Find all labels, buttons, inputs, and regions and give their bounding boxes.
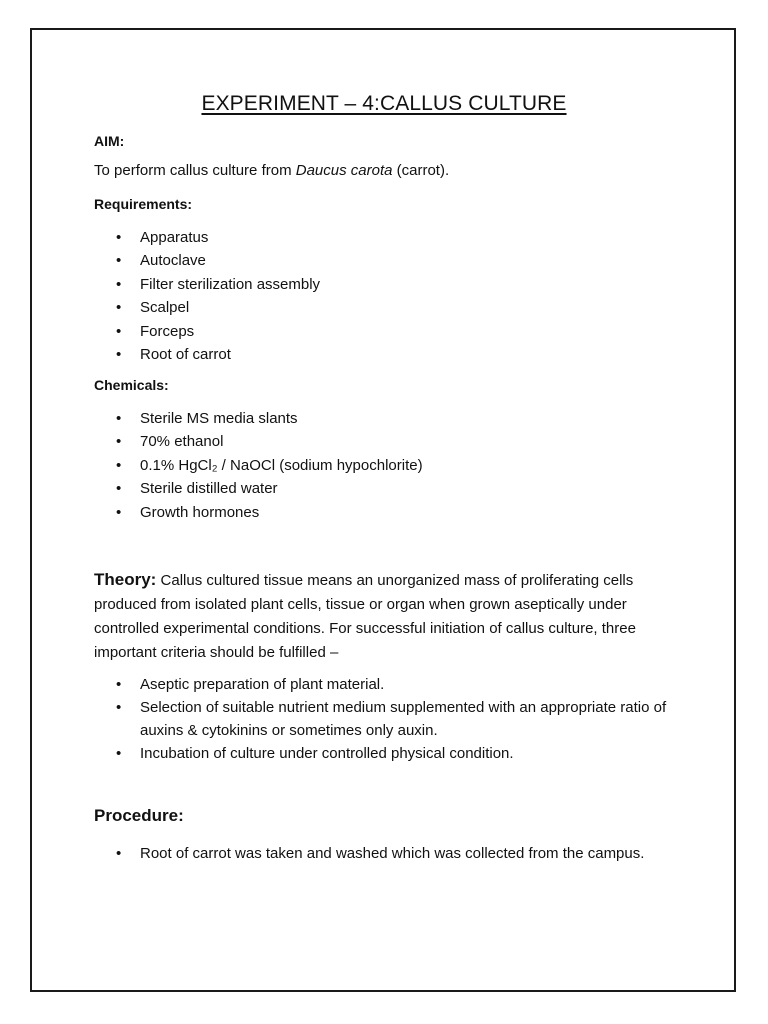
bullet-icon: • <box>116 480 122 498</box>
procedure-label: Procedure: <box>94 806 184 825</box>
chemicals-label: Chemicals: <box>94 377 169 393</box>
list-item: • 70% ethanol <box>94 430 423 453</box>
bullet-icon: • <box>116 676 122 693</box>
document-title: EXPERIMENT – 4:CALLUS CULTURE <box>201 92 567 115</box>
list-item: • Autoclave <box>94 249 320 272</box>
list-item: • Root of carrot <box>94 343 320 366</box>
theory-criteria-list <box>94 673 680 765</box>
bullet-icon: • <box>116 745 122 762</box>
aim-text <box>94 162 449 179</box>
list-item: • 0.1% HgCl₂ / NaOCl (sodium hypochlorite) <box>94 454 423 477</box>
list-item: • Sterile distilled water <box>94 477 423 500</box>
list-item: • Incubation of culture under controlled physical condition. <box>94 742 680 765</box>
bullet-icon: • <box>116 699 122 716</box>
procedure-list <box>94 842 680 865</box>
aim-text-before: To perform callus culture from <box>94 162 296 179</box>
bullet-icon: • <box>116 252 122 270</box>
requirements-label: Requirements: <box>94 196 193 212</box>
list-item: • Sterile MS media slants <box>94 407 423 430</box>
list-item: • Root of carrot was taken and washed which was collected from the campus. <box>94 842 680 865</box>
aim-label: AIM: <box>94 133 125 149</box>
list-item: • Aseptic preparation of plant material. <box>94 673 680 696</box>
bullet-icon: • <box>116 503 122 521</box>
chemicals-list <box>94 407 423 524</box>
aim-species: Daucus carota <box>295 162 393 179</box>
list-item: • Selection of suitable nutrient medium supplemented with an appropriate ratio of auxins & cytokinins or sometimes only auxin. <box>94 696 680 742</box>
list-item: • Scalpel <box>94 296 320 319</box>
requirements-list <box>94 226 320 366</box>
list-item: • Apparatus <box>94 226 320 249</box>
list-item: • Forceps <box>94 320 320 343</box>
bullet-icon: • <box>116 345 122 363</box>
list-item: • Growth hormones <box>94 501 423 524</box>
bullet-icon: • <box>116 456 122 474</box>
bullet-icon: • <box>116 433 122 451</box>
bullet-icon: • <box>116 299 122 317</box>
list-item: • Filter sterilization assembly <box>94 273 320 296</box>
theory-text: Callus cultured tissue means an unorganized mass of proliferating cells produced from isolated plant cells, tissue or organ when grown aseptically under controlled experimental conditions. For successful initiation of callus culture, three important criteria should be fulfilled – <box>94 572 636 661</box>
aim-text-after: (carrot). <box>392 162 450 179</box>
bullet-icon: • <box>116 322 122 340</box>
theory-label: Theory: <box>94 570 157 589</box>
bullet-icon: • <box>116 275 122 293</box>
theory-paragraph <box>94 568 684 665</box>
bullet-icon: • <box>116 229 122 246</box>
bullet-icon: • <box>116 845 122 862</box>
bullet-icon: • <box>116 410 122 427</box>
